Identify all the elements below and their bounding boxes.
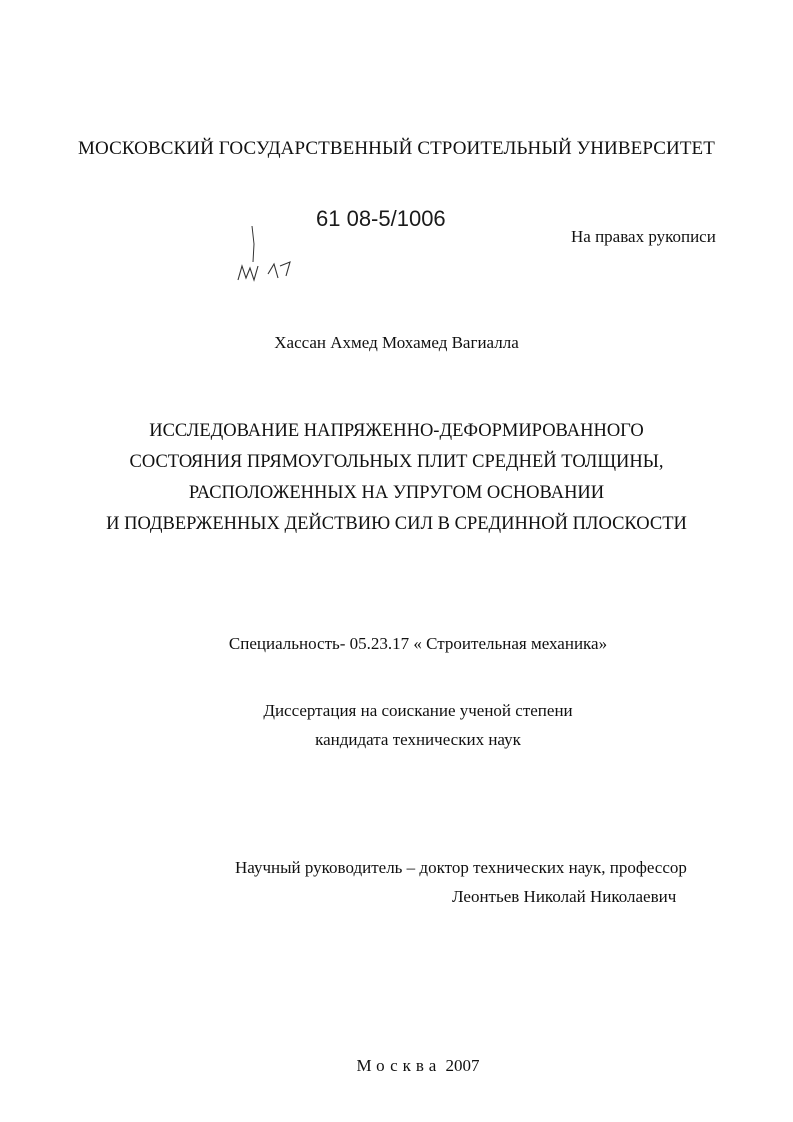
title-line: ИССЛЕДОВАНИЕ НАПРЯЖЕННО-ДЕФОРМИРОВАННОГО <box>149 421 644 441</box>
handwritten-signature-icon <box>228 222 308 292</box>
city-year <box>0 1056 793 1076</box>
dissertation-title <box>0 416 793 540</box>
title-line: И ПОДВЕРЖЕННЫХ ДЕЙСТВИЮ СИЛ В СРЕДИННОЙ ПЛОСКОСТИ <box>106 514 687 534</box>
degree-statement <box>0 696 793 754</box>
title-line: СОСТОЯНИЯ ПРЯМОУГОЛЬНЫХ ПЛИТ СРЕДНЕЙ ТОЛЩИНЫ, <box>129 452 664 472</box>
university-name: МОСКОВСКИЙ ГОСУДАРСТВЕННЫЙ СТРОИТЕЛЬНЫЙ УНИВЕРСИТЕТ <box>78 138 715 159</box>
degree-line: Диссертация на соискание ученой степени <box>263 701 573 720</box>
author-name: Хассан Ахмед Мохамед Вагиалла <box>274 333 519 352</box>
supervisor-name: Леонтьев Николай Николаевич <box>452 887 677 906</box>
degree-line: кандидата технических наук <box>315 730 521 749</box>
city: Москва <box>356 1056 442 1075</box>
year: 2007 <box>445 1056 480 1075</box>
specialty: Специальность- 05.23.17 « Строительная механика» <box>228 634 608 653</box>
manuscript-note: На правах рукописи <box>571 227 716 246</box>
registration-number: 61 08-5/1006 <box>316 206 446 231</box>
title-line: РАСПОЛОЖЕННЫХ НА УПРУГОМ ОСНОВАНИИ <box>188 483 605 503</box>
supervisor-role: Научный руководитель – доктор технических наук, профессор <box>235 858 687 877</box>
